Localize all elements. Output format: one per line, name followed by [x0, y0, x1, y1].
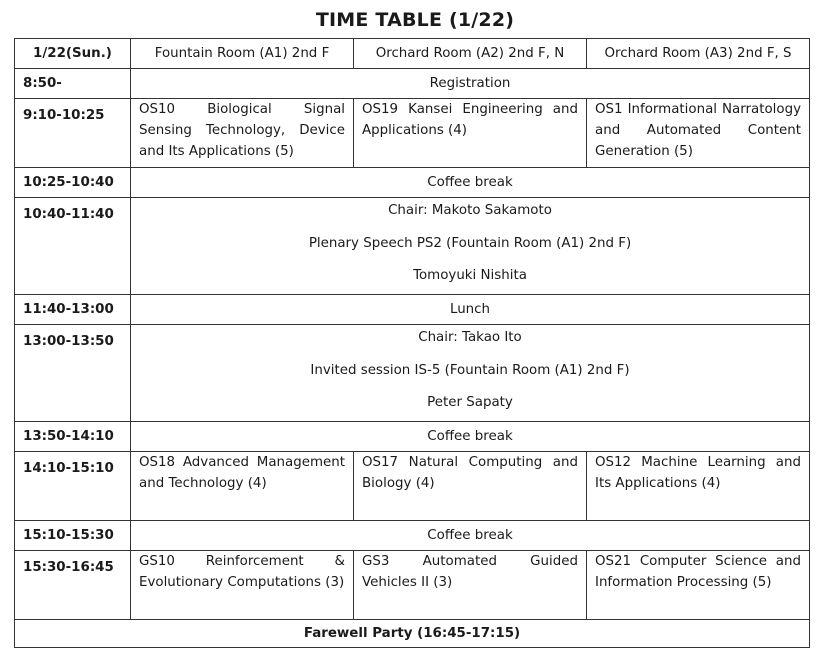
time-cell: 9:10-10:25: [15, 99, 131, 168]
time-cell: 11:40-13:00: [15, 295, 131, 325]
session-cell-a1: OS18 Advanced Management and Technology (4): [131, 452, 354, 521]
header-row: [15, 39, 810, 69]
timetable: [14, 38, 810, 648]
table-row: [15, 99, 810, 168]
time-cell: 10:25-10:40: [15, 168, 131, 198]
time-cell: 14:10-15:10: [15, 452, 131, 521]
farewell-party-cell: Farewell Party (16:45-17:15): [15, 620, 810, 648]
table-row: [15, 198, 810, 295]
time-cell: 8:50-: [15, 69, 131, 99]
session-cell-a2: OS17 Natural Computing and Biology (4): [354, 452, 587, 521]
time-cell: 10:40-11:40: [15, 198, 131, 295]
session-cell-a2: OS19 Kansei Engineering and Applications (4): [354, 99, 587, 168]
table-row: [15, 295, 810, 325]
invited-cell: [131, 325, 810, 422]
session-cell-a2: GS3 Automated Guided Vehicles II (3): [354, 551, 587, 620]
speaker-name: Tomoyuki Nishita: [413, 268, 527, 283]
chair-text: Chair: Makoto Sakamoto: [388, 203, 552, 218]
table-row: [15, 422, 810, 452]
table-row: [15, 168, 810, 198]
lunch-cell: Lunch: [131, 295, 810, 325]
table-row: [15, 452, 810, 521]
table-row: [15, 325, 810, 422]
chair-text: Chair: Takao Ito: [418, 330, 522, 345]
session-cell-a1: GS10 Reinforcement & Evolutionary Computations (3): [131, 551, 354, 620]
coffee-break-cell: Coffee break: [131, 168, 810, 198]
session-cell-a3: OS1 Informational Narratology and Automated Content Generation (5): [587, 99, 810, 168]
room-header-a3: Orchard Room (A3) 2nd F, S: [587, 39, 810, 69]
page-title: TIME TABLE (1/22): [315, 9, 515, 31]
session-cell-a3: OS12 Machine Learning and Its Applications (4): [587, 452, 810, 521]
registration-cell: Registration: [131, 69, 810, 99]
session-cell-a3: OS21 Computer Science and Information Processing (5): [587, 551, 810, 620]
date-header: 1/22(Sun.): [15, 39, 131, 69]
time-cell: 15:30-16:45: [15, 551, 131, 620]
coffee-break-cell: Coffee break: [131, 422, 810, 452]
time-cell: 15:10-15:30: [15, 521, 131, 551]
speaker-name: Peter Sapaty: [427, 395, 513, 410]
time-cell: 13:50-14:10: [15, 422, 131, 452]
room-header-a2: Orchard Room (A2) 2nd F, N: [354, 39, 587, 69]
room-header-a1: Fountain Room (A1) 2nd F: [131, 39, 354, 69]
table-row: [15, 551, 810, 620]
session-cell-a1: OS10 Biological Signal Sensing Technology, Device and Its Applications (5): [131, 99, 354, 168]
table-row: [15, 521, 810, 551]
time-cell: 13:00-13:50: [15, 325, 131, 422]
session-title: Plenary Speech PS2 (Fountain Room (A1) 2nd F): [308, 235, 632, 251]
table-row: [15, 69, 810, 99]
coffee-break-cell: Coffee break: [131, 521, 810, 551]
session-title: Invited session IS-5 (Fountain Room (A1) 2nd F): [310, 362, 630, 378]
plenary-cell: [131, 198, 810, 295]
table-row: [15, 620, 810, 648]
